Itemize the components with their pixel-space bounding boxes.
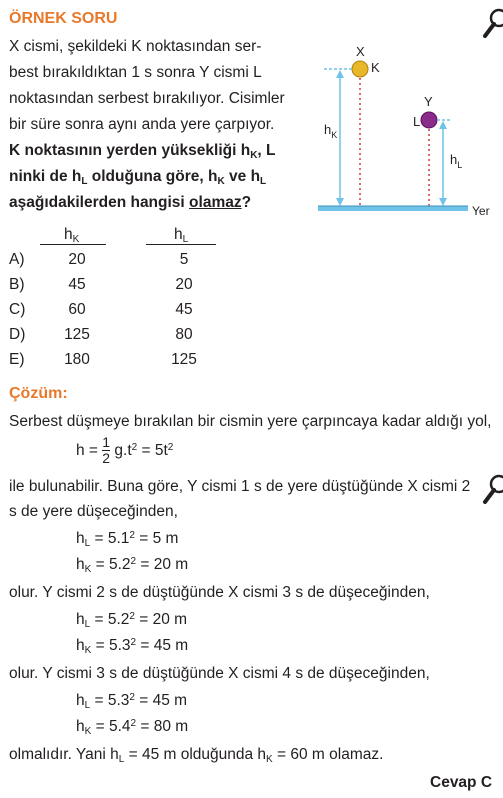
y-label: Y [424,94,433,109]
option-hk: 60 [68,301,86,318]
hl-header: $h_L$ [174,226,189,245]
option-hl: 125 [171,351,197,368]
solution-paragraph: olur. Y cismi 3 s de düştüğünde X cismi 4 s de düşeceğinden, [9,665,430,682]
option-hl: 5 [179,251,189,268]
solution-equation: $h_K = 5.3^2 = 45$ m [76,637,189,656]
solution-equation: $h_K = 5.4^2 = 80$ m [76,718,189,737]
magnifier-icon [481,4,503,40]
hk-header: $h_K$ [64,226,80,245]
x-label: X [356,44,365,59]
solution-equation: $h_L = 5.3^2 = 45$ m [76,692,188,711]
question-bold-line: K noktasının yerden yüksekliği $h_K$, L [9,142,276,161]
solution-title: Çözüm: [9,385,68,402]
option-hk: 45 [68,276,86,293]
magnifier-icon [481,470,503,506]
hk-label: $h_K$ [324,122,338,140]
option-hl: 80 [175,326,193,343]
solution-paragraph: olur. Y cismi 2 s de düştüğünde X cismi 3 s de düşeceğinden, [9,584,430,601]
question-bold-line: aşağıdakilerden hangisi olamaz? [9,194,252,211]
option-hk: 20 [68,251,86,268]
solution-paragraph: ile bulunabilir. Buna göre, Y cismi 1 s de yere düştüğünde X cismi 2 [9,478,471,495]
option-hk: 125 [64,326,90,343]
option-letter: E) [9,351,25,368]
option-letter: A) [9,251,25,268]
y-ball [421,112,437,128]
solution-equation: $h_K = 5.2^2 = 20$ m [76,556,189,575]
question-line: best bırakıldıktan 1 s sonra Y cismi L [9,64,262,81]
solution-equation: $h_L = 5.1^2 = 5$ m [76,530,179,549]
question-line: noktasından serbest bırakılıyor. Cisimler [9,90,285,107]
example-title: ÖRNEK SORU [9,10,118,27]
question-line: X cismi, şekildeki K noktasından ser- [9,38,262,55]
question-bold-line: ninki de $h_L$ olduğuna göre, $h_K$ ve $h_L$ [9,168,267,187]
option-hl: 20 [175,276,193,293]
solution-formula: $h = \frac{1}{2}$ $g.t^2 = 5t^2$ [76,434,174,467]
solution-equation: $h_L = 5.2^2 = 20$ m [76,611,188,630]
hk-header-rule [40,244,106,245]
solution-paragraph: s de yere düşeceğinden, [9,503,178,520]
k-label: K [371,60,380,75]
solution-intro: Serbest düşmeye bırakılan bir cismin yere çarpıncaya kadar aldığı yol, [9,413,492,430]
hl-header-rule [146,244,216,245]
question-line: bir süre sonra aynı anda yere çarpıyor. [9,116,275,133]
option-letter: B) [9,276,25,293]
option-letter: D) [9,326,26,343]
option-hk: 180 [64,351,90,368]
ground-label: Yer [472,204,490,218]
free-fall-figure [310,40,503,225]
l-label: L [413,114,421,129]
answer-label: Cevap C [430,774,493,791]
hl-label: $h_L$ [450,152,463,170]
x-ball [352,61,368,77]
solution-conclusion: olmalıdır. Yani $h_L = 45$ m olduğunda $h_K = 60$ m olamaz. [9,746,384,765]
option-letter: C) [9,301,26,318]
ground [318,206,468,211]
option-hl: 45 [175,301,193,318]
